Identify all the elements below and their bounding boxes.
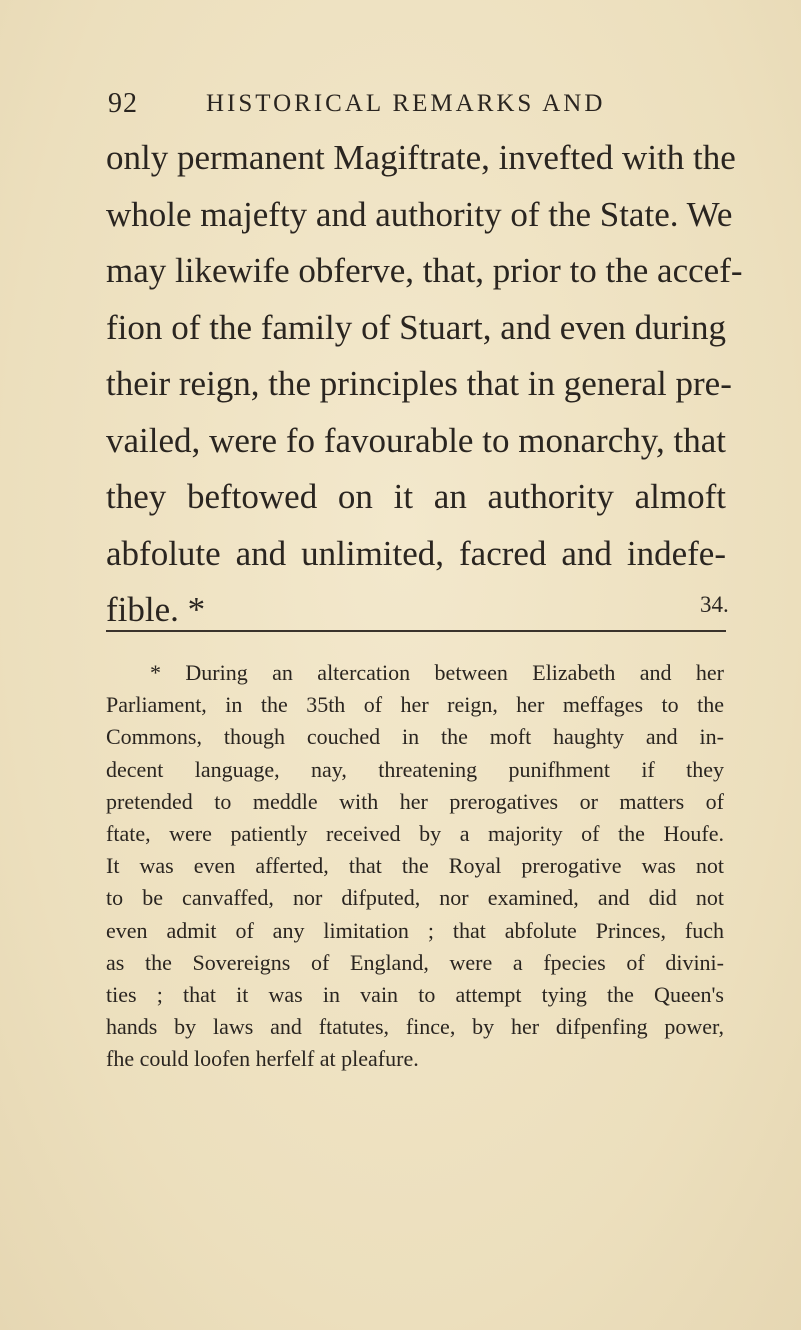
- footnote-line: It was even afferted, that the Royal prerogative was not: [106, 853, 724, 879]
- footnote-line: decent language, nay, threatening punifhment if they: [106, 756, 724, 782]
- footnote-divider: [106, 630, 726, 632]
- page-header: [108, 88, 628, 128]
- footnote-line: fhe could loofen herfelf at pleafure.: [106, 1046, 419, 1072]
- text-line: only permanent Magiftrate, invefted with the: [106, 138, 736, 177]
- text-line: they beftowed on it an authority almoft: [106, 477, 726, 516]
- footnote-line: to be canvaffed, nor difputed, nor examined, and did not: [106, 885, 724, 911]
- text-line: vailed, were fo favourable to monarchy, that: [106, 420, 726, 460]
- running-head: HISTORICAL REMARKS AND: [206, 90, 606, 117]
- text-line: their reign, the principles that in general pre-: [106, 364, 732, 403]
- text-line: abfolute and unlimited, facred and indefe-: [106, 533, 726, 573]
- catchword: 34.: [700, 592, 729, 617]
- footnote-line: even admit of any limitation ; that abfolute Princes, fuch: [106, 917, 724, 943]
- footnote-line: as the Sovereigns of England, were a fpecies of divini-: [106, 949, 724, 975]
- footnote: [106, 657, 724, 1075]
- main-text: [106, 130, 743, 639]
- footnote-line: pretended to meddle with her prerogatives or matters of: [106, 788, 724, 814]
- text-line: whole majefty and authority of the State. We: [106, 194, 733, 234]
- footnote-line: ties ; that it was in vain to attempt tying the Queen's: [106, 981, 724, 1007]
- page-number: 92: [108, 88, 138, 119]
- footnote-line: Commons, though couched in the moft haughty and in-: [106, 724, 724, 750]
- text-line: may likewife obferve, that, prior to the accef-: [106, 251, 743, 290]
- text-line: fion of the family of Stuart, and even during: [106, 307, 726, 347]
- footnote-line: * During an altercation between Elizabeth and her: [150, 660, 724, 685]
- footnote-line: ftate, were patiently received by a majority of the Houfe.: [106, 820, 724, 846]
- text-line: fible. *: [106, 590, 206, 629]
- footnote-line: hands by laws and ftatutes, fince, by her difpenfing power,: [106, 1014, 724, 1040]
- footnote-line: Parliament, in the 35th of her reign, her meffages to the: [106, 692, 724, 718]
